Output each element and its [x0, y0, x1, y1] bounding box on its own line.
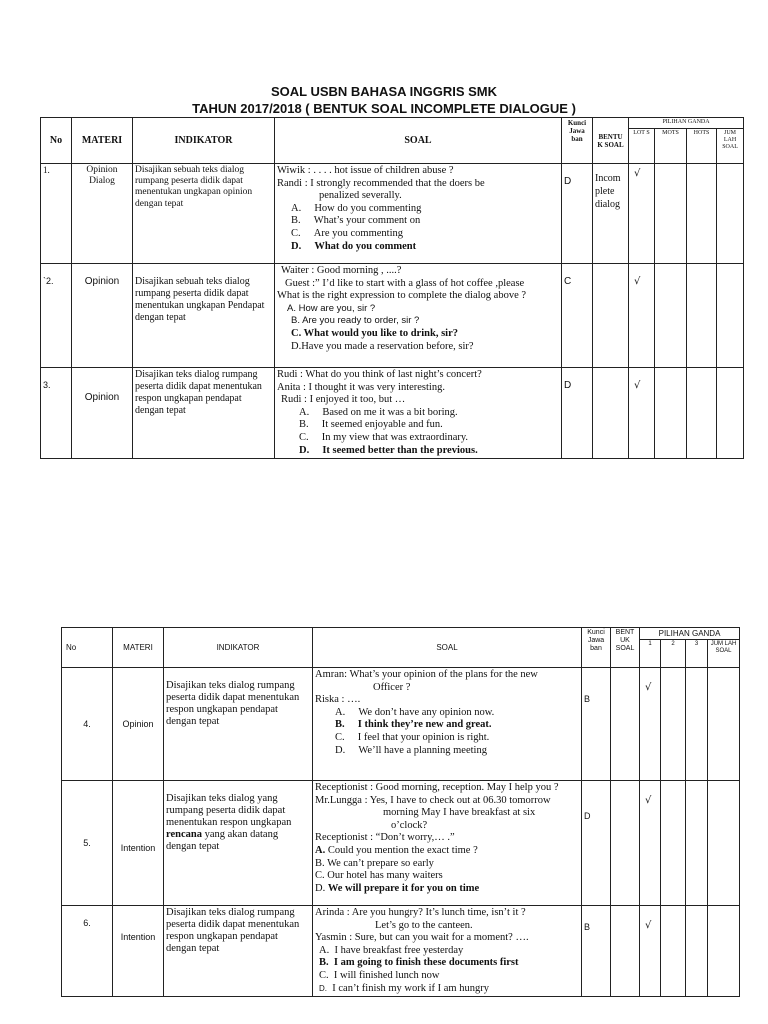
row-indikator — [164, 781, 313, 906]
checkmark-icon: √ — [629, 264, 655, 368]
row-soal — [275, 368, 562, 459]
empty-cell — [708, 781, 740, 906]
option-letter: A. — [299, 406, 310, 418]
empty-cell — [686, 906, 708, 997]
header-soal: SOAL — [313, 628, 582, 668]
row-kunci: B — [582, 668, 611, 781]
soal-line: Officer ? — [373, 681, 411, 693]
option-letter: D. — [291, 340, 302, 352]
option-text: What would you like to drink, sir? — [303, 327, 458, 339]
empty-cell — [686, 668, 708, 781]
empty-cell — [717, 164, 744, 264]
soal-line: Randi : I strongly recommended that the doers be — [277, 177, 485, 189]
indikator-text: Disajikan teks dialog yang rumpang peserta didik dapat menentukan respon ungkapan — [166, 793, 292, 828]
soal-line: morning May I have breakfast at six — [383, 807, 536, 819]
row-kunci: B — [582, 906, 611, 997]
option-c — [315, 732, 579, 745]
checkmark-icon: √ — [640, 668, 661, 781]
header-hots: HOTS — [687, 129, 717, 164]
option-text: We don’t have any opinion now. — [358, 706, 495, 718]
option-letter: C. — [335, 731, 345, 743]
option-b — [315, 957, 579, 970]
empty-cell — [661, 906, 686, 997]
option-text: I feel that your opinion is right. — [357, 731, 490, 743]
option-d — [315, 983, 579, 996]
option-a — [277, 203, 559, 216]
header-mots: MOTS — [655, 129, 687, 164]
option-text: What’s your comment on — [313, 215, 421, 227]
empty-cell — [655, 164, 687, 264]
option-letter: C. — [291, 327, 302, 339]
option-c — [277, 328, 559, 341]
option-d — [315, 745, 579, 758]
option-letter: A. — [291, 202, 302, 214]
option-letter: B. — [299, 419, 309, 431]
option-d — [277, 445, 559, 458]
option-b — [277, 215, 559, 228]
empty-cell — [687, 164, 717, 264]
indikator-emphasis: rencana — [166, 829, 202, 840]
option-text: It seemed enjoyable and fun. — [321, 419, 443, 431]
soal-line: o’clock? — [391, 819, 428, 831]
option-text: We can’t prepare so early — [327, 857, 434, 869]
row-number: `2. — [41, 264, 72, 368]
header-pilihan-ganda: PILIHAN GANDA — [629, 118, 744, 129]
row-number: 6. — [62, 906, 113, 997]
option-text: It seemed better than the previous. — [322, 444, 478, 456]
row-kunci: C — [562, 264, 593, 368]
row-bentuk — [611, 668, 640, 781]
row-soal — [275, 264, 562, 368]
row-number: 1. — [41, 164, 72, 264]
header-pilihan-ganda: PILIHAN GANDA — [640, 628, 740, 640]
header-kunci: Kunci Jawa ban — [562, 118, 593, 164]
row-materi: Opinion — [72, 368, 133, 459]
row-kunci: D — [562, 368, 593, 459]
option-c — [315, 870, 579, 883]
header-bentuk: BENTU K SOAL — [593, 118, 629, 164]
option-text: I can’t finish my work if I am hungry — [332, 982, 489, 994]
option-text: I am going to finish these documents first — [333, 957, 519, 969]
option-text: We will prepare it for you on time — [327, 882, 480, 894]
checkmark-icon: √ — [640, 906, 661, 997]
checkmark-icon: √ — [629, 368, 655, 459]
option-text: Are you commenting — [313, 227, 403, 239]
option-text: I think they’re new and great. — [357, 719, 492, 731]
header-jumlah: JUM LAH SOAL — [708, 640, 740, 668]
option-letter: D. — [335, 744, 346, 756]
table-row — [62, 906, 740, 997]
soal-line: Arinda : Are you hungry? It’s lunch time, isn’t it ? — [315, 907, 526, 918]
empty-cell — [687, 368, 717, 459]
table-row — [41, 368, 744, 459]
option-text: What do you comment — [314, 240, 417, 252]
header-materi: MATERI — [113, 628, 164, 668]
option-text: Are you ready to order, sir ? — [302, 315, 420, 327]
option-b — [315, 719, 579, 732]
option-letter: D. — [299, 444, 310, 456]
row-bentuk — [593, 368, 629, 459]
row-soal — [313, 668, 582, 781]
option-letter: A. — [315, 844, 326, 856]
option-letter: A. — [319, 944, 330, 956]
header-no: No — [41, 118, 72, 164]
option-text: Our hotel has many waiters — [327, 870, 443, 882]
header-indikator: INDIKATOR — [133, 118, 275, 164]
soal-line: Waiter : Good morning , ....? — [281, 265, 402, 276]
header-indikator: INDIKATOR — [164, 628, 313, 668]
empty-cell — [687, 264, 717, 368]
checkmark-icon: √ — [629, 164, 655, 264]
soal-line: Rudi : I enjoyed it too, but … — [281, 394, 406, 406]
row-bentuk — [611, 906, 640, 997]
question-table-2 — [61, 627, 740, 997]
option-letter: C. — [319, 969, 329, 981]
row-number: 4. — [62, 668, 113, 781]
row-soal — [275, 164, 562, 264]
soal-line: Receptionist : “Don’t worry,… .” — [315, 832, 455, 844]
option-d — [315, 883, 579, 896]
checkmark-icon: √ — [640, 781, 661, 906]
option-text: We’ll have a planning meeting — [358, 744, 487, 756]
option-b — [315, 858, 579, 871]
row-indikator: Disajikan teks dialog rumpang peserta didik dapat menentukan respon ungkapan pendapat dengan tepat — [164, 668, 313, 781]
soal-line: Mr.Lungga : Yes, I have to check out at 06.30 tomorrow — [315, 794, 551, 806]
soal-line: Yasmin : Sure, but can you wait for a moment? …. — [315, 932, 529, 944]
option-a — [315, 707, 579, 720]
row-indikator: Disajikan teks dialog rumpang peserta didik dapat menentukan respon ungkapan pendapat dengan tepat — [164, 906, 313, 997]
header-kunci: Kunci Jawa ban — [582, 628, 611, 668]
empty-cell — [708, 668, 740, 781]
header-level-2: 2 — [661, 640, 686, 668]
row-soal — [313, 781, 582, 906]
soal-line: Receptionist : Good morning, reception. May I help you ? — [315, 782, 559, 793]
soal-line: Riska : …. — [315, 694, 361, 706]
option-letter: D. — [315, 882, 326, 894]
table-row — [62, 781, 740, 906]
header-level-1: 1 — [640, 640, 661, 668]
option-text: How are you, sir ? — [298, 302, 376, 314]
soal-line: What is the right expression to complete the dialog above ? — [277, 290, 527, 302]
option-a — [315, 945, 579, 958]
row-indikator: Disajikan sebuah teks dialog rumpang peserta didik dapat menentukan ungkapan opinion dengan tepat — [133, 164, 275, 264]
option-text: Based on me it was a bit boring. — [322, 406, 458, 418]
option-d — [277, 341, 559, 354]
header-materi: MATERI — [72, 118, 133, 164]
header-bentuk: BENT UK SOAL — [611, 628, 640, 668]
option-letter: A. — [287, 302, 296, 314]
header-no: No — [62, 628, 113, 668]
option-a — [315, 845, 579, 858]
option-letter: A. — [335, 706, 346, 718]
option-text: In my view that was extraordinary. — [321, 431, 469, 443]
option-letter: D. — [291, 240, 302, 252]
soal-line: Wiwik : . . . . hot issue of children abuse ? — [277, 165, 454, 176]
soal-line: Rudi : What do you think of last night’s concert? — [277, 369, 482, 380]
soal-line: Amran: What’s your opinion of the plans for the new — [315, 669, 538, 680]
option-d — [277, 241, 559, 254]
header-level-3: 3 — [686, 640, 708, 668]
row-materi: Intention — [113, 906, 164, 997]
option-a — [277, 303, 559, 316]
option-letter: B. — [319, 957, 329, 969]
option-letter: C. — [315, 870, 325, 882]
document-subtitle: TAHUN 2017/2018 ( BENTUK SOAL INCOMPLETE DIALOGUE ) — [192, 101, 576, 116]
option-letter: C. — [299, 431, 309, 443]
option-a — [277, 407, 559, 420]
row-indikator: Disajikan teks dialog rumpang peserta didik dapat menentukan respon ungkapan pendapat dengan tepat — [133, 368, 275, 459]
empty-cell — [708, 906, 740, 997]
table-row — [62, 668, 740, 781]
empty-cell — [717, 264, 744, 368]
option-letter: C. — [291, 227, 301, 239]
row-number: 5. — [62, 781, 113, 906]
header-lots: LOT S — [629, 129, 655, 164]
header-soal: SOAL — [275, 118, 562, 164]
soal-line: penalized severally. — [319, 190, 402, 202]
option-letter: B. — [335, 719, 345, 731]
soal-line: Anita : I thought it was very interesting. — [277, 381, 445, 393]
option-text: How do you commenting — [314, 202, 422, 214]
row-bentuk — [593, 264, 629, 368]
question-table-1 — [40, 117, 744, 459]
row-materi: Intention — [113, 781, 164, 906]
option-c — [277, 228, 559, 241]
empty-cell — [717, 368, 744, 459]
row-bentuk: Incom plete dialog — [593, 164, 629, 264]
row-number: 3. — [41, 368, 72, 459]
option-letter: B. — [315, 857, 325, 869]
empty-cell — [686, 781, 708, 906]
option-letter: B. — [291, 315, 300, 327]
row-indikator: Disajikan sebuah teks dialog rumpang peserta didik dapat menentukan ungkapan Pendapat dengan tepat — [133, 264, 275, 368]
empty-cell — [655, 264, 687, 368]
soal-line: Guest :” I’d like to start with a glass of hot coffee ,please — [285, 277, 525, 289]
document-title: SOAL USBN BAHASA INGGRIS SMK — [270, 84, 498, 99]
option-letter: B. — [291, 215, 301, 227]
header-jumlah: JUM LAH SOAL — [717, 129, 744, 164]
option-text: I have breakfast free yesterday — [334, 944, 464, 956]
row-materi: Opinion Dialog — [72, 164, 133, 264]
option-c — [315, 970, 579, 983]
row-kunci: D — [582, 781, 611, 906]
option-letter: D. — [319, 983, 327, 993]
option-c — [277, 432, 559, 445]
indikator-text: yang akan datang dengan tepat — [166, 829, 279, 852]
option-text: Have you made a reservation before, sir? — [301, 340, 474, 352]
option-b — [277, 419, 559, 432]
empty-cell — [661, 781, 686, 906]
row-materi: Opinion — [113, 668, 164, 781]
row-soal — [313, 906, 582, 997]
soal-line: Let’s go to the canteen. — [375, 919, 473, 931]
table-row — [41, 164, 744, 264]
empty-cell — [655, 368, 687, 459]
row-materi: Opinion — [72, 264, 133, 368]
table-row — [41, 264, 744, 368]
option-text: I will finished lunch now — [333, 969, 440, 981]
option-b — [277, 315, 559, 328]
empty-cell — [661, 668, 686, 781]
row-kunci: D — [562, 164, 593, 264]
row-bentuk — [611, 781, 640, 906]
option-text: Could you mention the exact time ? — [327, 844, 478, 856]
